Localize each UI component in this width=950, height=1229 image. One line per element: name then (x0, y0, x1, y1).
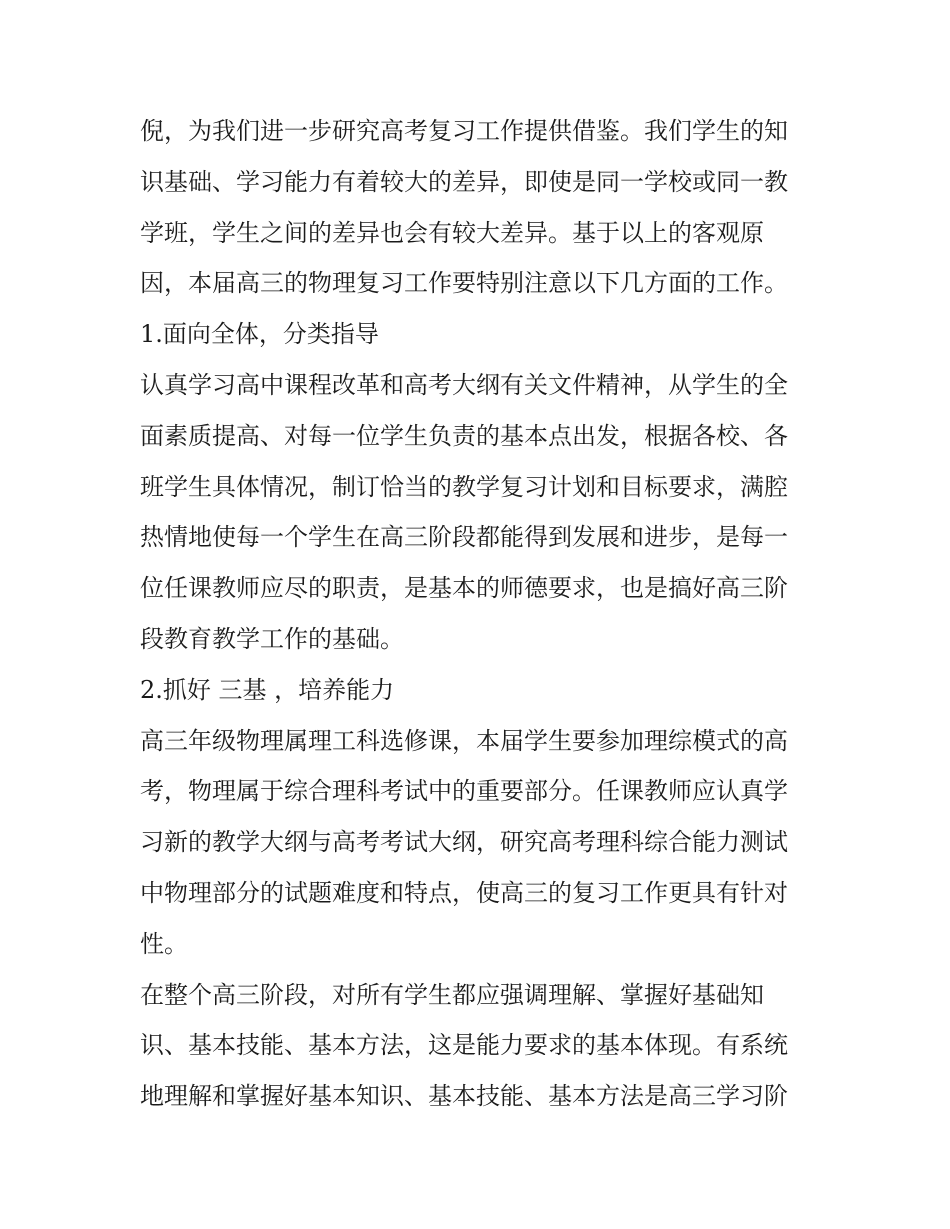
text-line: 地理解和掌握好基本知识、基本技能、基本方法是高三学习阶 (140, 1082, 788, 1111)
text-line: 面素质提高、对每一位学生负责的基本点出发，根据各校、各 (140, 421, 788, 450)
text-line: 习新的教学大纲与高考考试大纲，研究高考理科综合能力测试 (140, 828, 788, 857)
text-line: 位任课教师应尽的职责，是基本的师德要求，也是搞好高三阶 (140, 574, 788, 603)
text-line: 考，物理属于综合理科考试中的重要部分。任课教师应认真学 (140, 777, 788, 806)
text-line: 倪，为我们进一步研究高考复习工作提供借鉴。我们学生的知 (140, 117, 788, 145)
text-line: 在整个高三阶段，对所有学生都应强调理解、掌握好基础知 (140, 980, 764, 1009)
text-line: 热情地使每一个学生在高三阶段都能得到发展和进步，是每一 (140, 523, 788, 552)
text-line: 高三年级物理属理工科选修课，本届学生要参加理综模式的高 (140, 726, 788, 755)
text-line: 性。 (140, 929, 188, 958)
text-line: 因，本届高三的物理复习工作要特别注意以下几方面的工作。 (140, 269, 788, 298)
text-line: 班学生具体情况，制订恰当的教学复习计划和目标要求，满腔 (140, 472, 788, 501)
text-line: 识基础、学习能力有着较大的差异，即使是同一学校或同一教 (140, 167, 788, 196)
text-line: 段教育教学工作的基础。 (140, 624, 404, 653)
text-line: 学班，学生之间的差异也会有较大差异。基于以上的客观原 (140, 218, 764, 247)
text-line: 识、基本技能、基本方法，这是能力要求的基本体现。有系统 (140, 1031, 788, 1060)
document-body (140, 106, 812, 1122)
section-heading: 2.抓好 三基 ，培养能力 (140, 675, 395, 704)
text-line: 中物理部分的试题难度和特点，使高三的复习工作更具有针对 (140, 878, 788, 907)
text-line: 认真学习高中课程改革和高考大纲有关文件精神，从学生的全 (140, 370, 788, 399)
section-heading: 1.面向全体，分类指导 (140, 320, 379, 349)
